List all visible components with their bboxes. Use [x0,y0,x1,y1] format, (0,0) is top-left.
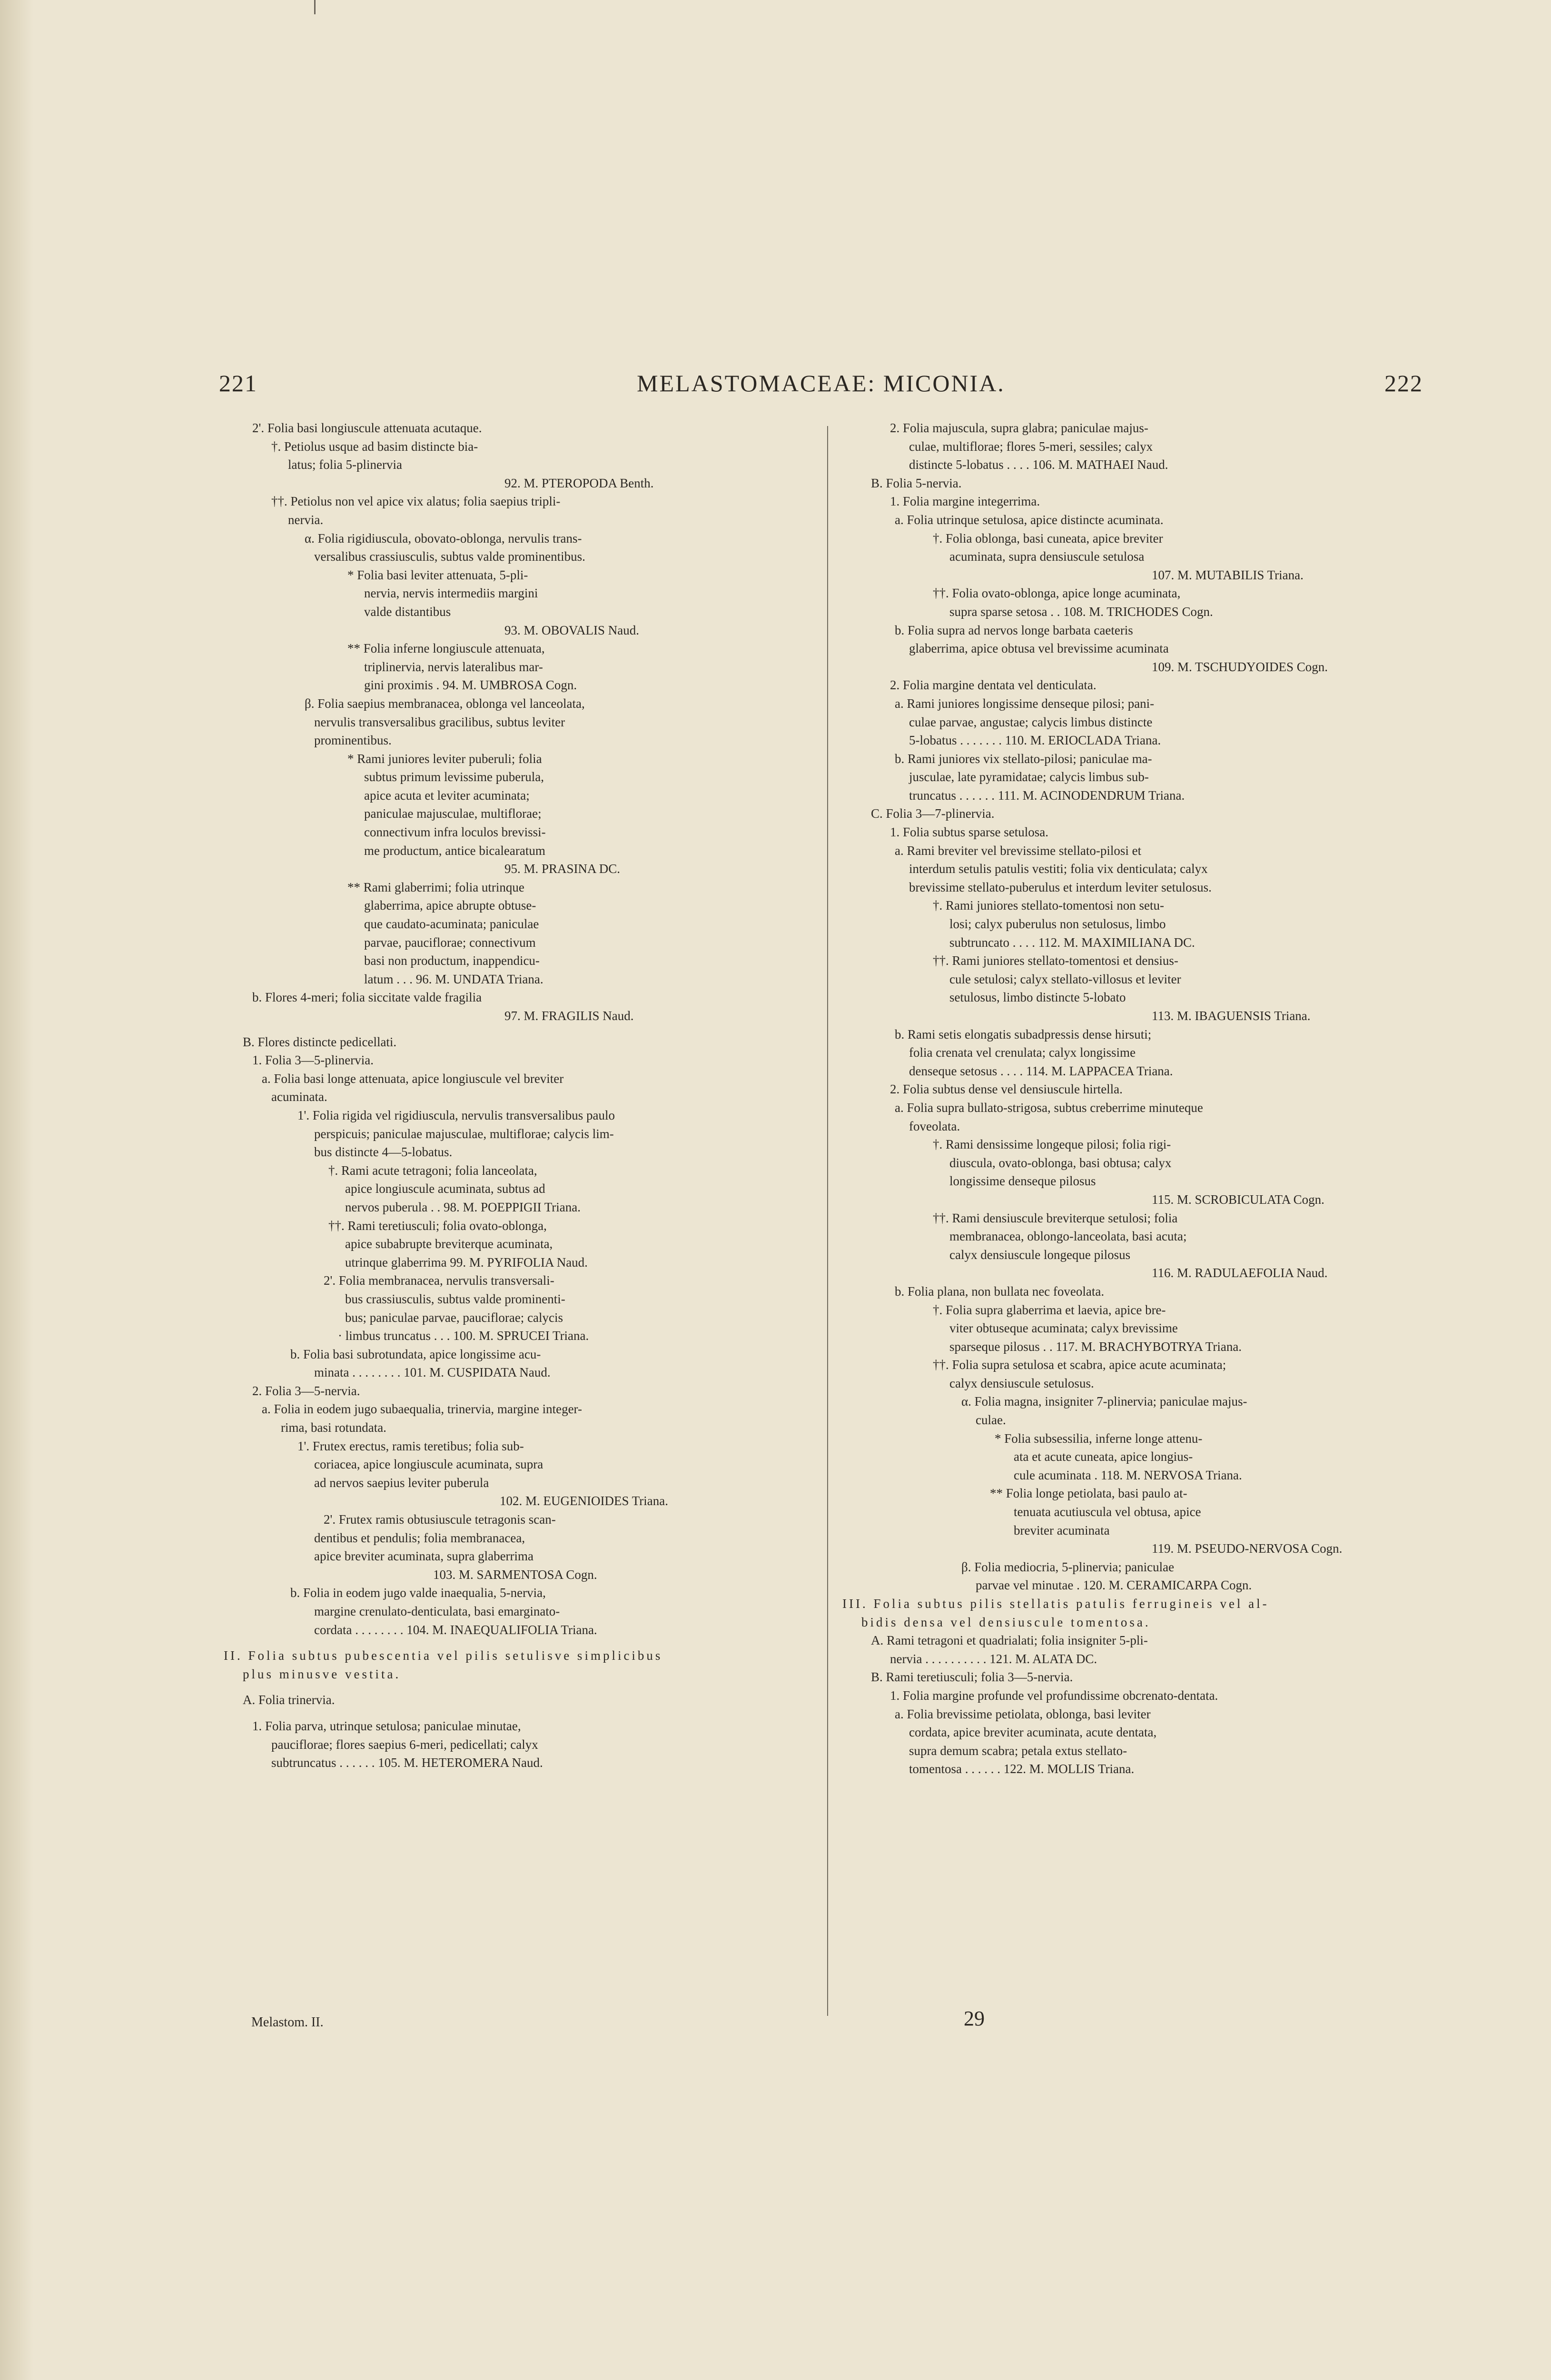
text-line: A. Rami tetragoni et quadrialati; folia insigniter 5-pli- [871,1633,1148,1648]
text-line: 107. M. MUTABILIS Triana. [1152,567,1304,582]
text-line: b. Folia supra ad nervos longe barbata caeteris [895,623,1133,637]
text-line: ††. Rami densiuscule breviterque setulosi; folia [933,1210,1178,1225]
text-line: 95. M. PRASINA DC. [504,862,621,876]
text-line: · limbus truncatus . . . 100. M. SPRUCEI Triana. [338,1329,589,1343]
text-line: 102. M. EUGENIOIDES Triana. [500,1494,668,1508]
text-line: supra demum scabra; petala extus stellato- [909,1743,1127,1758]
sheet-number: 29 [964,2007,985,2030]
text-line: dentibus et pendulis; folia membranacea, [314,1530,525,1545]
text-line: rima, basi rotundata. [281,1420,386,1435]
text-line: apice subabrupte breviterque acuminata, [345,1237,553,1251]
text-line: B. Folia 5-nervia. [871,476,962,490]
text-line: b. Rami juniores vix stellato-pilosi; paniculae ma- [895,751,1152,766]
text-line: acuminata, supra densiuscule setulosa [949,549,1145,564]
text-line: interdum setulis patulis vestiti; folia vix denticulata; calyx [909,862,1208,876]
text-line: gini proximis . 94. M. UMBROSA Cogn. [364,678,577,693]
text-line: jusculae, late pyramidatae; calycis limbus sub- [909,770,1149,784]
text-line: distincte 5-lobatus . . . . 106. M. MATHAEI Naud. [909,457,1168,472]
text-line: cule acuminata . 118. M. NERVOSA Triana. [1014,1468,1242,1482]
text-line: 2'. Frutex ramis obtusiuscule tetragonis scan- [324,1512,556,1527]
text-line: a. Folia supra bullato-strigosa, subtus creberrime minuteque [895,1100,1203,1115]
text-line: ††. Rami teretiusculi; folia ovato-oblonga, [328,1218,547,1233]
text-line: versalibus crassiusculis, subtus valde prominentibus. [314,549,585,564]
text-line: truncatus . . . . . . 111. M. ACINODENDRUM Triana. [909,788,1185,803]
text-line: b. Folia basi subrotundata, apice longissime acu- [290,1347,541,1361]
text-line: breviter acuminata [1014,1523,1110,1537]
text-line: cule setulosi; calyx stellato-villosus et leviter [949,972,1181,986]
text-line: minata . . . . . . . . 101. M. CUSPIDATA Naud. [314,1365,551,1380]
text-line: II. Folia subtus pubescentia vel pilis setulisve simplicibus [224,1648,663,1663]
text-line: a. Folia in eodem jugo subaequalia, trinervia, margine integer- [262,1402,582,1417]
text-line: membranacea, oblongo-lanceolata, basi acuta; [949,1229,1187,1244]
text-line: denseque setosus . . . . 114. M. LAPPACEA Triana. [909,1063,1173,1078]
text-line: cordata, apice breviter acuminata, acute dentata, [909,1725,1157,1740]
text-line: b. Flores 4-meri; folia siccitate valde fragilia [252,990,482,1005]
text-line: 1. Folia subtus sparse setulosa. [890,825,1048,840]
page-number-left: 221 [219,370,257,397]
text-line: ata et acute cuneata, apice longius- [1014,1449,1193,1464]
text-line: 1. Folia 3—5-plinervia. [252,1053,374,1068]
text-line: culae, multiflorae; flores 5-meri, sessiles; calyx [909,439,1153,454]
text-line: B. Flores distincte pedicellati. [243,1034,397,1049]
page-edge-shadow [0,0,33,2380]
text-line: †. Folia oblonga, basi cuneata, apice breviter [933,531,1163,545]
text-line: 5-lobatus . . . . . . . 110. M. ERIOCLADA Triana. [909,733,1161,748]
text-line: sparseque pilosus . . 117. M. BRACHYBOTRYA Triana. [949,1339,1242,1354]
text-line: 2'. Folia membranacea, nervulis transversali- [324,1273,554,1288]
text-line: que caudato-acuminata; paniculae [364,917,539,932]
column-divider [827,426,828,2016]
text-line: 97. M. FRAGILIS Naud. [504,1009,634,1023]
right-column [842,419,1411,2056]
text-line: ††. Rami juniores stellato-tomentosi et densius- [933,953,1178,968]
text-line: 2. Folia majuscula, supra glabra; paniculae majus- [890,421,1148,435]
text-line: tomentosa . . . . . . 122. M. MOLLIS Triana. [909,1762,1135,1776]
text-line: tenuata acutiuscula vel obtusa, apice [1014,1505,1201,1519]
text-line: paniculae majusculae, multiflorae; [364,806,542,821]
text-line: C. Folia 3—7-plinervia. [871,806,995,821]
text-line: latum . . . 96. M. UNDATA Triana. [364,972,543,986]
text-line: 2. Folia margine dentata vel denticulata. [890,678,1097,693]
text-line: nervulis transversalibus gracilibus, subtus leviter [314,714,565,729]
text-line: prominentibus. [314,733,392,748]
text-line: supra sparse setosa . . 108. M. TRICHODES Cogn. [949,604,1213,619]
page-title: MELASTOMACEAE: MICONIA. [637,370,1005,397]
text-line: subtruncatus . . . . . . 105. M. HETEROMERA Naud. [271,1755,543,1770]
text-line: latus; folia 5-plinervia [288,457,402,472]
text-line: culae. [976,1413,1006,1428]
text-line: perspicuis; paniculae majusculae, multiflorae; calycis lim- [314,1126,614,1141]
text-line: 2. Folia 3—5-nervia. [252,1383,360,1398]
text-line: ** Folia longe petiolata, basi paulo at- [990,1486,1187,1501]
text-line: 1. Folia margine profunde vel profundissime obcrenato-dentata. [890,1688,1218,1703]
text-line: β. Folia mediocria, 5-plinervia; paniculae [961,1559,1175,1574]
text-line: 92. M. PTEROPODA Benth. [504,476,654,490]
text-line: β. Folia saepius membranacea, oblonga vel lanceolata, [305,696,585,711]
text-line: utrinque glaberrima 99. M. PYRIFOLIA Naud. [345,1255,588,1269]
text-line: 2. Folia subtus dense vel densiuscule hirtella. [890,1082,1123,1097]
text-line: †. Rami densissime longeque pilosi; folia rigi- [933,1137,1171,1152]
text-line: plus minusve vestita. [243,1666,401,1681]
text-line: calyx densiuscule setulosus. [949,1376,1094,1390]
text-line: subtruncato . . . . 112. M. MAXIMILIANA DC. [949,935,1195,950]
text-line: 109. M. TSCHUDYOIDES Cogn. [1152,659,1328,674]
text-line: 93. M. OBOVALIS Naud. [504,623,640,637]
signature-mark: Melastom. II. [251,2015,324,2030]
text-line: triplinervia, nervis lateralibus mar- [364,659,543,674]
text-line: b. Folia in eodem jugo valde inaequalia, 5-nervia, [290,1586,546,1600]
text-line: α. Folia rigidiuscula, obovato-oblonga, nervulis trans- [305,531,582,545]
text-line: bus crassiusculis, subtus valde prominenti- [345,1291,565,1306]
text-line: ** Rami glaberrimi; folia utrinque [347,880,524,894]
text-line: longissime denseque pilosus [949,1174,1096,1189]
text-line: a. Folia utrinque setulosa, apice distincte acuminata. [895,512,1164,527]
text-line: losi; calyx puberulus non setulosus, limbo [949,917,1166,932]
text-line: 115. M. SCROBICULATA Cogn. [1152,1192,1324,1207]
text-line: glaberrima, apice abrupte obtuse- [364,898,536,913]
text-line: ††. Folia ovato-oblonga, apice longe acuminata, [933,586,1181,601]
text-line: foveolata. [909,1119,960,1133]
text-line: valde distantibus [364,604,451,619]
text-line: bus; paniculae parvae, pauciflorae; calycis [345,1310,563,1325]
text-line: †. Rami acute tetragoni; folia lanceolata, [328,1163,537,1178]
text-line: calyx densiuscule longeque pilosus [949,1247,1131,1262]
text-line: a. Rami breviter vel brevissime stellato-pilosi et [895,843,1142,858]
text-line: 113. M. IBAGUENSIS Triana. [1152,1009,1311,1023]
text-line: me productum, antice bicalearatum [364,843,545,858]
text-line: B. Rami teretiusculi; folia 3—5-nervia. [871,1670,1073,1685]
text-line: 1. Folia parva, utrinque setulosa; paniculae minutae, [252,1718,521,1733]
text-line: 116. M. RADULAEFOLIA Naud. [1152,1266,1328,1280]
text-line: * Folia basi leviter attenuata, 5-pli- [347,567,528,582]
text-line: apice longiuscule acuminata, subtus ad [345,1181,545,1196]
text-line: parvae vel minutae . 120. M. CERAMICARPA Cogn. [976,1578,1252,1593]
text-line: connectivum infra loculos brevissi- [364,825,546,840]
text-line: 1'. Folia rigida vel rigidiuscula, nervulis transversalibus paulo [297,1108,615,1122]
text-line: nervia, nervis intermediis margini [364,586,538,601]
text-line: brevissime stellato-puberulus et interdum leviter setulosus. [909,880,1212,894]
text-line: †. Rami juniores stellato-tomentosi non setu- [933,898,1164,913]
text-line: ** Folia inferne longiuscule attenuata, [347,641,545,656]
text-line: a. Folia brevissime petiolata, oblonga, basi leviter [895,1706,1151,1721]
running-head [219,369,1423,407]
text-line: apice acuta et leviter acuminata; [364,788,530,803]
text-line: nervos puberula . . 98. M. POEPPIGII Triana. [345,1200,581,1214]
text-line: a. Folia basi longe attenuata, apice longiuscule vel breviter [262,1071,564,1086]
text-line: b. Folia plana, non bullata nec foveolata. [895,1284,1105,1299]
text-line: viter obtuseque acuminata; calyx brevissime [949,1321,1178,1336]
text-line: culae parvae, angustae; calycis limbus distincte [909,714,1153,729]
text-line: 119. M. PSEUDO-NERVOSA Cogn. [1152,1541,1343,1556]
text-line: glaberrima, apice obtusa vel brevissime acuminata [909,641,1169,656]
text-line: ad nervos saepius leviter puberula [314,1475,489,1490]
text-line: coriacea, apice longiuscule acuminata, supra [314,1457,543,1472]
text-line: A. Folia trinervia. [243,1693,335,1707]
left-column [224,419,792,2056]
text-line: pauciflorae; flores saepius 6-meri, pedicellati; calyx [271,1737,538,1752]
text-line: α. Folia magna, insigniter 7-plinervia; paniculae majus- [961,1394,1247,1409]
text-line: b. Rami setis elongatis subadpressis dense hirsuti; [895,1027,1152,1041]
text-line: bus distincte 4—5-lobatus. [314,1145,453,1160]
text-line: bidis densa vel densiuscule tomentosa. [861,1615,1151,1629]
text-line: nervia . . . . . . . . . . 121. M. ALATA DC. [890,1651,1097,1666]
text-line: acuminata. [271,1090,327,1104]
text-line: subtus primum levissime puberula, [364,770,544,784]
text-line: margine crenulato-denticulata, basi emarginato- [314,1604,560,1618]
text-line: ††. Folia supra setulosa et scabra, apice acute acuminata; [933,1358,1226,1372]
text-line: nervia. [288,512,324,527]
text-line: 103. M. SARMENTOSA Cogn. [433,1567,597,1582]
page-number-right: 222 [1384,370,1423,397]
text-line: †. Folia supra glaberrima et laevia, apice bre- [933,1302,1166,1317]
text-line: diuscula, ovato-oblonga, basi obtusa; calyx [949,1155,1172,1170]
text-line: 1. Folia margine integerrima. [890,494,1040,509]
text-line: apice breviter acuminata, supra glaberrima [314,1549,534,1564]
text-line: setulosus, limbo distincte 5-lobato [949,990,1126,1005]
text-line: 2'. Folia basi longiuscule attenuata acutaque. [252,421,482,435]
text-line: * Rami juniores leviter puberuli; folia [347,751,542,766]
top-tick-mark [314,0,316,14]
text-line: †. Petiolus usque ad basim distincte bia- [271,439,478,454]
text-line: 1'. Frutex erectus, ramis teretibus; folia sub- [297,1438,524,1453]
text-line: folia crenata vel crenulata; calyx longissime [909,1045,1136,1060]
text-line: ††. Petiolus non vel apice vix alatus; folia saepius tripli- [271,494,561,509]
text-line: * Folia subsessilia, inferne longe attenu- [995,1431,1203,1446]
text-line: basi non productum, inappendicu- [364,953,540,968]
text-line: III. Folia subtus pilis stellatis patulis ferrugineis vel al- [842,1597,1269,1611]
text-line: a. Rami juniores longissime denseque pilosi; pani- [895,696,1155,711]
text-line: parvae, pauciflorae; connectivum [364,935,536,950]
text-line: cordata . . . . . . . . 104. M. INAEQUALIFOLIA Triana. [314,1622,597,1637]
